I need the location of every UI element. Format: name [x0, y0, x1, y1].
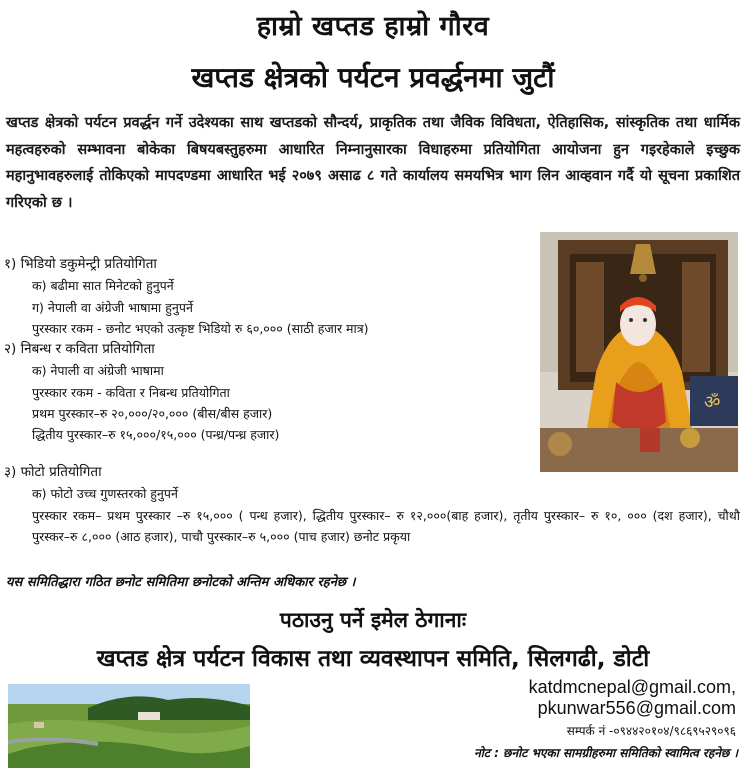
video-prize: पुरस्कार रकम - छनोट भएको उत्कृष्ट भिडियो रु ६०,००० (साठी हजार मात्र)	[32, 320, 369, 336]
svg-text:ॐ: ॐ	[704, 392, 721, 413]
page-title: हाम्रो खप्तड हाम्रो गौरव	[256, 11, 490, 42]
essay-first-prize: प्रथम पुरस्कार–रु २०,०००/२०,००० (बीस/बीस हजार)	[32, 406, 273, 422]
email-address[interactable]: pkunwar556@gmail.com	[537, 698, 736, 718]
photo-competition	[4, 462, 740, 547]
ownership-note: नोट : छनोट भएका सामग्रीहरुमा समितिको स्वामित्व रहनेछ ।	[474, 746, 738, 760]
competition-list	[4, 254, 534, 446]
email-address[interactable]: katdmcnepal@gmail.com,	[528, 677, 736, 697]
essay-second-prize: द्धितीय पुरस्कार–रु १५,०००/१५,००० (पन्ध्र/पन्ध्र हजार)	[32, 427, 280, 443]
intro-paragraph: खप्तड क्षेत्रको पर्यटन प्रवर्द्धन गर्ने उदेश्यका साथ खप्तडको सौन्दर्य, प्राकृतिक तथा जैविक विविधता, ऐतिहासिक, सांस्कृतिक तथा धार्मिक महत्वहरुको सम्भावना बोकेका बिषयबस्तुहरुमा आधारित निम्नानुसारका विधाहरुमा प्रतियोगिता आयोजना हुन गइरहेकाले इच्छुक महानुभावहरुलाई तोकिएको मापदण्डमा आधारित भई २०७९ असाढ ८ गते कार्यालय समयभित्र भाग लिन आव्हवान गर्दै यो सूचना प्रकाशित गरिएको छ ।	[6, 115, 740, 211]
essay-competition-heading: २) निबन्ध र कविता प्रतियोगिता	[4, 341, 155, 358]
video-rule-language: ग) नेपाली वा अंग्रेजी भाषामा हुनुपर्ने	[32, 299, 193, 315]
video-rule-duration: क) बढीमा सात मिनेटको हुनुपर्ने	[32, 278, 174, 294]
landscape-photo	[8, 684, 250, 768]
photo-prizes: पुरस्कार रकम– प्रथम पुरस्कार –रु १५,००० ( पन्ध हजार), द्धितीय पुरस्कार– रु १२,०००(बाह हजार), तृतीय पुरस्कार– रु १०, ००० (दश हजार), चौथौ पुरस्कर–रु ८,००० (आठ हजार), पाचौ पुरस्कार–रु ५,००० (पाच हजार) छनोट प्रकृया	[32, 507, 740, 544]
video-competition-heading: १) भिडियो डकुमेन्ट्री प्रतियोगिता	[4, 256, 157, 272]
photo-rule-quality: क) फोटो उच्च गुणस्तरको हुनुपर्ने	[32, 486, 178, 502]
essay-rule-language: क) नेपाली वा अंग्रेजी भाषामा	[32, 363, 164, 379]
essay-prize-label: पुरस्कार रकम - कविता र निबन्ध प्रतियोगिता	[32, 384, 230, 400]
page-subtitle: खप्तड क्षेत्रको पर्यटन प्रवर्द्धनमा जुटौं	[191, 61, 555, 94]
deity-shrine-photo	[540, 232, 738, 472]
email-addresses	[529, 677, 736, 719]
contact-number: सम्पर्क नं -०९४४२०१०४/९८६९५२९०९६	[566, 724, 736, 738]
email-heading: पठाउनु पर्ने इमेल ठेगानाः	[279, 608, 467, 632]
selection-disclaimer: यस समितिद्धारा गठित छनोट समितिमा छनोटको अन्तिम अधिकार रहनेछ ।	[6, 575, 356, 590]
organization-name: खप्तड क्षेत्र पर्यटन विकास तथा व्यवस्थापन समिति, सिलगढी, डोटी	[96, 646, 650, 672]
photo-competition-heading: ३) फोटो प्रतियोगिता	[4, 464, 102, 480]
